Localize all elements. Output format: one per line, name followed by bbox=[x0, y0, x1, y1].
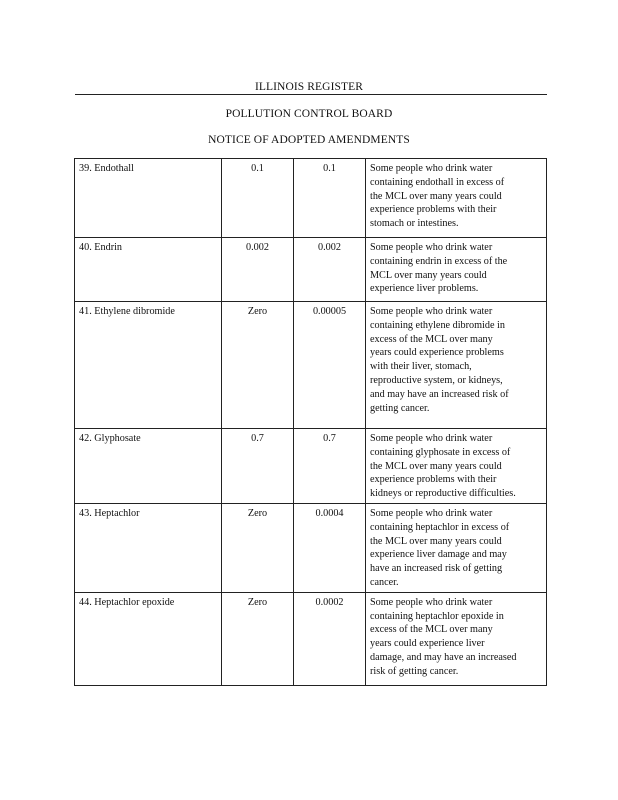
health-effects-line: experience liver problems. bbox=[370, 283, 479, 295]
health-effects-line: kidneys or reproductive difficulties. bbox=[370, 488, 516, 500]
health-effects-line: damage, and may have an increased bbox=[370, 651, 517, 663]
health-effects-line: with their liver, stomach, bbox=[370, 361, 472, 373]
health-effects-line: reproductive system, or kidneys, bbox=[370, 374, 503, 386]
mclg-cell: 0.7 bbox=[222, 429, 294, 504]
health-effects-line: containing heptachlor epoxide in bbox=[370, 610, 504, 622]
health-effects-cell bbox=[366, 159, 547, 238]
health-effects-line: experience problems with their bbox=[370, 474, 497, 486]
health-effects-line: risk of getting cancer. bbox=[370, 665, 459, 677]
health-effects-line: Some people who drink water bbox=[370, 163, 493, 174]
mclg-cell: 0.002 bbox=[222, 238, 294, 302]
health-effects-line: MCL over many years could bbox=[370, 269, 487, 281]
contaminant-cell: 39. Endothall bbox=[75, 159, 222, 238]
health-effects-line: Some people who drink water bbox=[370, 596, 493, 608]
table-row bbox=[75, 592, 547, 685]
health-effects-line: containing glyphosate in excess of bbox=[370, 446, 511, 458]
health-effects-line: excess of the MCL over many bbox=[370, 624, 493, 636]
health-effects-line: Some people who drink water bbox=[370, 242, 493, 253]
health-effects-line: containing ethylene dibromide in bbox=[370, 319, 505, 331]
mclg-cell: Zero bbox=[222, 302, 294, 429]
health-effects-cell bbox=[366, 429, 547, 504]
health-effects-line: getting cancer. bbox=[370, 402, 430, 414]
mcl-cell: 0.0004 bbox=[294, 503, 366, 592]
health-effects-line: containing heptachlor in excess of bbox=[370, 521, 510, 533]
header-rule bbox=[75, 94, 547, 95]
health-effects-line: and may have an increased risk of bbox=[370, 388, 509, 400]
register-title: ILLINOIS REGISTER bbox=[254, 81, 364, 93]
notice-title: NOTICE OF ADOPTED AMENDMENTS bbox=[208, 134, 410, 146]
mclg-cell: Zero bbox=[222, 503, 294, 592]
table-row bbox=[75, 503, 547, 592]
health-effects-line: have an increased risk of getting bbox=[370, 563, 503, 575]
health-effects-line: experience liver damage and may bbox=[370, 549, 507, 561]
health-effects-line: years could experience problems bbox=[370, 347, 504, 359]
contaminant-cell: 41. Ethylene dibromide bbox=[75, 302, 222, 429]
health-effects-line: containing endothall in excess of bbox=[370, 176, 505, 188]
mcl-cell: 0.7 bbox=[294, 429, 366, 504]
health-effects-line: the MCL over many years could bbox=[370, 535, 502, 547]
mcl-cell: 0.0002 bbox=[294, 592, 366, 685]
health-effects-line: years could experience liver bbox=[370, 638, 485, 650]
health-effects-line: cancer. bbox=[370, 576, 399, 588]
mcl-cell: 0.00005 bbox=[294, 302, 366, 429]
table-row bbox=[75, 302, 547, 429]
health-effects-line: the MCL over many years could bbox=[370, 190, 502, 202]
board-title: POLLUTION CONTROL BOARD bbox=[225, 108, 393, 120]
mcl-cell: 0.1 bbox=[294, 159, 366, 238]
table-row bbox=[75, 238, 547, 302]
contaminant-cell: 42. Glyphosate bbox=[75, 429, 222, 504]
mclg-cell: Zero bbox=[222, 592, 294, 685]
contaminant-cell: 44. Heptachlor epoxide bbox=[75, 592, 222, 685]
health-effects-line: containing endrin in excess of the bbox=[370, 255, 508, 267]
health-effects-cell bbox=[366, 302, 547, 429]
health-effects-line: the MCL over many years could bbox=[370, 460, 502, 472]
mcl-cell: 0.002 bbox=[294, 238, 366, 302]
health-effects-line: stomach or intestines. bbox=[370, 218, 459, 230]
table-row bbox=[75, 159, 547, 238]
mclg-cell: 0.1 bbox=[222, 159, 294, 238]
health-effects-cell bbox=[366, 238, 547, 302]
health-effects-cell bbox=[366, 592, 547, 685]
contaminant-cell: 43. Heptachlor bbox=[75, 503, 222, 592]
contaminant-table-body bbox=[75, 159, 547, 686]
health-effects-line: Some people who drink water bbox=[370, 306, 493, 317]
health-effects-line: Some people who drink water bbox=[370, 507, 493, 519]
health-effects-line: excess of the MCL over many bbox=[370, 333, 493, 345]
contaminant-cell: 40. Endrin bbox=[75, 238, 222, 302]
health-effects-line: Some people who drink water bbox=[370, 433, 493, 444]
table-row bbox=[75, 429, 547, 504]
contaminant-table bbox=[74, 158, 547, 686]
health-effects-cell bbox=[366, 503, 547, 592]
health-effects-line: experience problems with their bbox=[370, 204, 497, 216]
